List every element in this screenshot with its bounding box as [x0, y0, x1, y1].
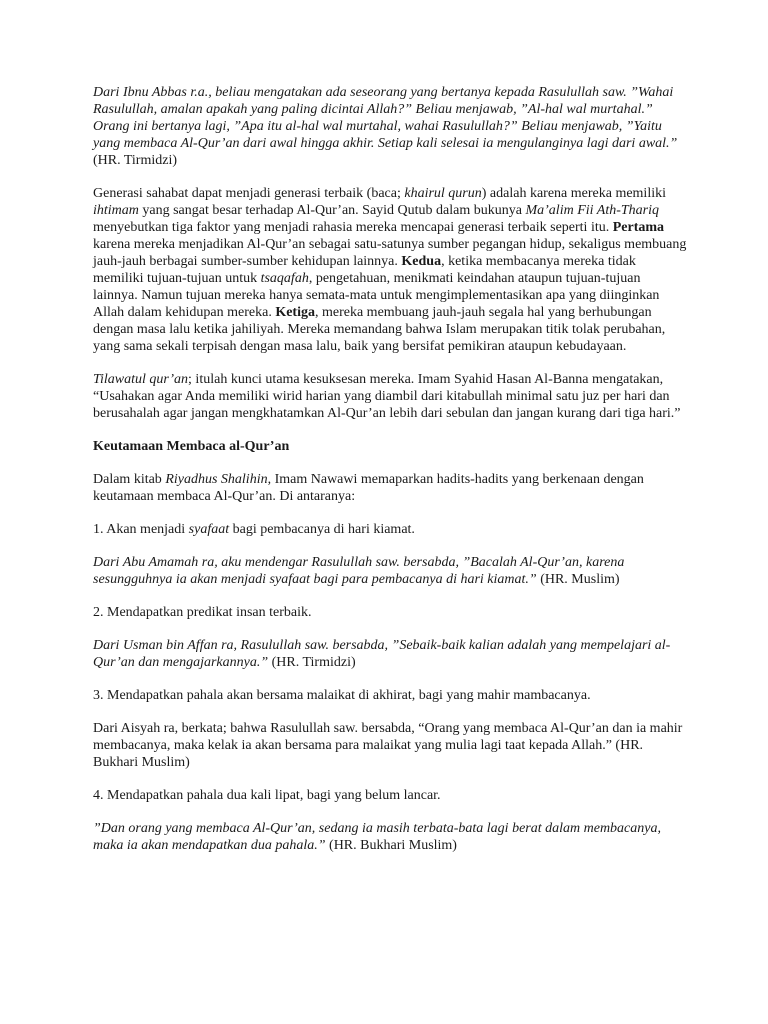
hadith-source: (HR. Tirmidzi) [268, 655, 356, 670]
italic-book-title: Riyadhus Shalihin [165, 472, 268, 487]
italic-term: khairul qurun [404, 186, 482, 201]
hadith-source: (HR. Muslim) [536, 572, 620, 587]
hadith-text: Dari Abu Amamah ra, aku mendengar Rasulullah saw. bersabda, ”Bacalah Al-Qur’an, karena sesungguhnya ia akan menjadi syafaat bagi para pembacanya di hari kiamat.” [93, 555, 625, 587]
hadith-paragraph-terbata [93, 820, 688, 854]
paragraph-riyadhus-shalihin [93, 471, 688, 505]
hadith-paragraph-ibnu-abbas [93, 84, 688, 169]
text-run: ; itulah kunci utama kesuksesan mereka. Imam Syahid Hasan Al-Banna mengatakan, “Usahakan agar Anda memiliki wirid harian yang diambil dari kitabullah minimal satu juz per hari dan berusahalah agar jangan mengkhatamkan Al-Qur’an lebih dari sebulan dan jangan kurang dari tiga hari.” [93, 372, 681, 421]
paragraph-tilawatul-quran [93, 371, 688, 422]
italic-term: Tilawatul qur’an [93, 372, 189, 387]
bold-term: Ketiga [275, 305, 315, 320]
text-run: Generasi sahabat dapat menjadi generasi terbaik (baca; [93, 186, 405, 201]
bold-term: Kedua [401, 254, 442, 269]
hadith-source: (HR. Tirmidzi) [93, 153, 178, 168]
italic-term: ihtimam [93, 203, 139, 218]
italic-book-title: Ma’alim Fii Ath-Thariq [525, 203, 660, 218]
text-run: yang sangat besar terhadap Al-Qur’an. Sayid Qutub dalam bukunya [138, 203, 526, 218]
list-item-4: 4. Mendapatkan pahala dua kali lipat, bagi yang belum lancar. [93, 788, 441, 803]
hadith-text: ”Dan orang yang membaca Al-Qur’an, sedang ia masih terbata-bata lagi berat dalam membacanya, maka ia akan mendapatkan dua pahala.” [93, 821, 661, 853]
text-run: Dalam kitab [93, 472, 166, 487]
hadith-text: Dari Ibnu Abbas r.a., beliau mengatakan ada seseorang yang bertanya kepada Rasulullah saw. ”Wahai Rasulullah, amalan apakah yang paling dicintai Allah?” Beliau menjawab, ”Al-hal wal murtahal.” Orang ini bertanya lagi, ”Apa itu al-hal wal murtahal, wahai Rasulullah?” Beliau menjawab, ”Yaitu yang membaca Al-Qur’an dari awal hingga akhir. Setiap kali selesai ia mengulanginya lagi dari awal.” [93, 85, 678, 151]
paragraph-generasi-sahabat [93, 185, 688, 355]
hadith-paragraph-aisyah: Dari Aisyah ra, berkata; bahwa Rasulullah saw. bersabda, “Orang yang membaca Al-Qur’an dan ia mahir membacanya, maka kelak ia akan bersama para malaikat yang mulia lagi taat kepada Allah.” (HR. Bukhari Muslim) [93, 721, 683, 770]
hadith-text: Dari Usman bin Affan ra, Rasulullah saw. bersabda, ”Sebaik-baik kalian adalah yang mempelajari al-Qur’an dan mengajarkannya.” [93, 638, 671, 670]
text-run: bagi pembacanya di hari kiamat. [229, 522, 415, 537]
text-run: , Imam Nawawi memaparkan hadits-hadits yang berkenaan dengan keutamaan membaca Al-Qur’an. Di antaranya: [93, 472, 644, 504]
list-item-3: 3. Mendapatkan pahala akan bersama malaikat di akhirat, bagi yang mahir mambacanya. [93, 688, 591, 703]
text-run: , mereka membuang jauh-jauh segala hal yang berhubungan dengan masa lalu ketika jahiliyah. Mereka memandang bahwa Islam merupakan titik tolak perubahan, yang sama sekali terpisah dengan masa lalu, baik yang bersifat pemikiran ataupun kebudayaan. [93, 305, 666, 354]
text-run: ) adalah karena mereka memiliki [481, 186, 666, 201]
text-run: 1. Akan menjadi [93, 522, 189, 537]
text-run: , ketika membacanya mereka tidak memiliki tujuan-tujuan untuk [93, 254, 636, 286]
text-run: menyebutkan tiga faktor yang menjadi rahasia mereka mencapai generasi terbaik seperti itu. [93, 220, 613, 235]
italic-term: syafaat [188, 522, 230, 537]
bold-term: Pertama [612, 220, 665, 235]
text-run: , pengetahuan, menikmati keindahan ataupun tujuan-tujuan lainnya. Namun tujuan mereka hanya semata-mata untuk mengimplementasikan apa yang diinginkan Allah dalam kehidupan mereka. [93, 271, 660, 320]
list-item-1 [93, 521, 688, 538]
hadith-paragraph-abu-amamah [93, 554, 688, 588]
section-heading: Keutamaan Membaca al-Qur’an [93, 439, 290, 454]
list-item-2: 2. Mendapatkan predikat insan terbaik. [93, 605, 312, 620]
hadith-paragraph-usman [93, 637, 688, 671]
hadith-source: (HR. Bukhari Muslim) [325, 838, 457, 853]
italic-term: tsaqafah [260, 271, 309, 286]
text-run: karena mereka menjadikan Al-Qur’an sebagai satu-satunya sumber pegangan hidup, sekaligus membuang jauh-jauh berbagai sumber-sumber kehidupan lainnya. [93, 237, 687, 269]
